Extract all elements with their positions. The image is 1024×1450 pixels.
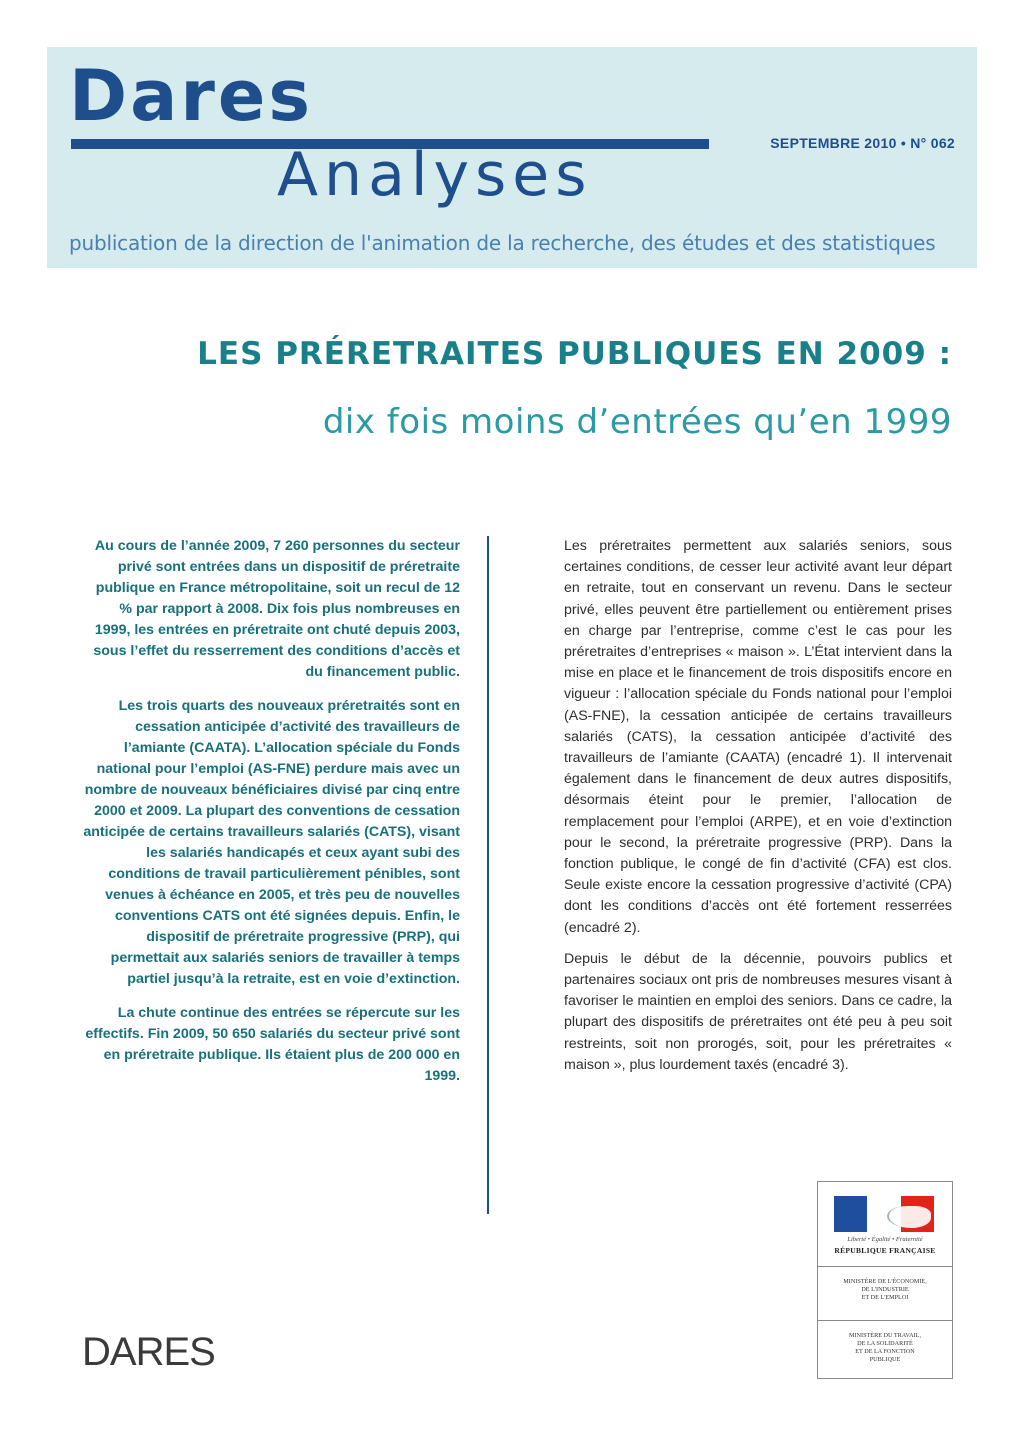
republic-name: RÉPUBLIQUE FRANÇAISE [834, 1246, 936, 1255]
article-title: LES PRÉRETRAITES PUBLIQUES EN 2009 : [197, 336, 952, 372]
government-logo-block [817, 1181, 953, 1379]
body-column [564, 536, 952, 1086]
marianne-flag-icon [834, 1196, 934, 1232]
body-paragraph: Les préretraites permettent aux salariés seniors, sous certaines conditions, de cesser leur activité avant leur départ en retraite, tout en conservant un revenu. Dans le secteur privé, elles peuvent être partiellement ou entièrement prises en charge par l’entreprise, comme c’est le cas pour les préretraites d’entreprises « maison ». L’État intervient dans la mise en place et le financement de trois dispositifs encore en vigueur : l’allocation spéciale du Fonds national pour l’emploi (AS-FNE), la cessation anticipée de certains travailleurs salariés (CATS), la cessation anticipée d’activité des travailleurs de l’amiante (CAATA) (encadré 1). Il intervenait également dans le financement de deux autres dispositifs, désormais éteint pour le premier, l’allocation de remplacement pour l’emploi (ARPE), et en voie d’extinction pour le second, la préretraite progressive (PRP). Dans la fonction publique, le congé de fin d’activité (CFA) est clos. Seule existe encore la cessation progressive d’activité (CPA) dont les conditions d’accès ont été fortement resserrées (encadré 2). [564, 538, 952, 936]
summary-paragraph: Au cours de l’année 2009, 7 260 personnes du secteur privé sont entrées dans un dispositif de préretraite publique en France métropolitaine, soit un recul de 12 % par rapport à 2008. Dix fois plus nombreuses en 1999, les entrées en préretraite ont chuté depuis 2003, sous l’effet du resserrement des conditions d’accès et du financement public. [93, 538, 460, 680]
column-divider [487, 536, 489, 1214]
summary-paragraph: La chute continue des entrées se répercute sur les effectifs. Fin 2009, 50 650 salariés du secteur privé sont en préretraite publique. Ils étaient plus de 200 000 en 1999. [85, 1005, 460, 1084]
ministry-economy: MINISTÈRE DE L'ÉCONOMIE, DE L'INDUSTRIE ET DE L'EMPLOI [843, 1278, 927, 1301]
summary-column [80, 536, 460, 1100]
logo-divider [818, 1266, 952, 1267]
masthead [47, 47, 977, 268]
publication-tagline: publication de la direction de l'animation de la recherche, des études et des statistiques [69, 231, 936, 255]
brand-analyses: Analyses [277, 140, 593, 210]
issue-number: SEPTEMBRE 2010 • N° 062 [770, 135, 955, 151]
dares-logo: DARES [82, 1330, 215, 1374]
article-subtitle: dix fois moins d’entrées qu’en 1999 [322, 402, 952, 442]
body-paragraph: Depuis le début de la décennie, pouvoirs publics et partenaires sociaux ont pris de nombreuses mesures visant à favoriser le maintien en emploi des seniors. Dans ce cadre, la plupart des dispositifs de préretraites ont été peu à peu soit restreints, soit non prorogés, soit, pour les préretraites « maison », plus lourdement taxés (encadré 3). [564, 950, 952, 1073]
logo-divider [818, 1320, 952, 1321]
ministry-labour: MINISTÈRE DU TRAVAIL, DE LA SOLIDARITÉ ET DE LA FONCTION PUBLIQUE [848, 1332, 922, 1363]
marianne-profile-icon [887, 1206, 931, 1228]
republic-motto: Liberté • Égalité • Fraternité [847, 1236, 923, 1243]
brand-dares: Dares [69, 55, 314, 137]
summary-paragraph: Les trois quarts des nouveaux préretraités sont en cessation anticipée d’activité des travailleurs de l’amiante (CAATA). L’allocation spéciale du Fonds national pour l’emploi (AS-FNE) perdure mais avec un nombre de nouveaux bénéficiaires divisé par cinq entre 2000 et 2009. La plupart des conventions de cessation anticipée de certains travailleurs salariés (CATS), visant les salariés handicapés et ceux ayant subi des conditions de travail particulièrement pénibles, sont venues à échéance en 2005, et très peu de nouvelles conventions CATS ont été signées depuis. Enfin, le dispositif de préretraite progressive (PRP), qui permettait aux salariés seniors de travailler à temps partiel jusqu’à la retraite, est en voie d’extinction. [83, 698, 460, 987]
